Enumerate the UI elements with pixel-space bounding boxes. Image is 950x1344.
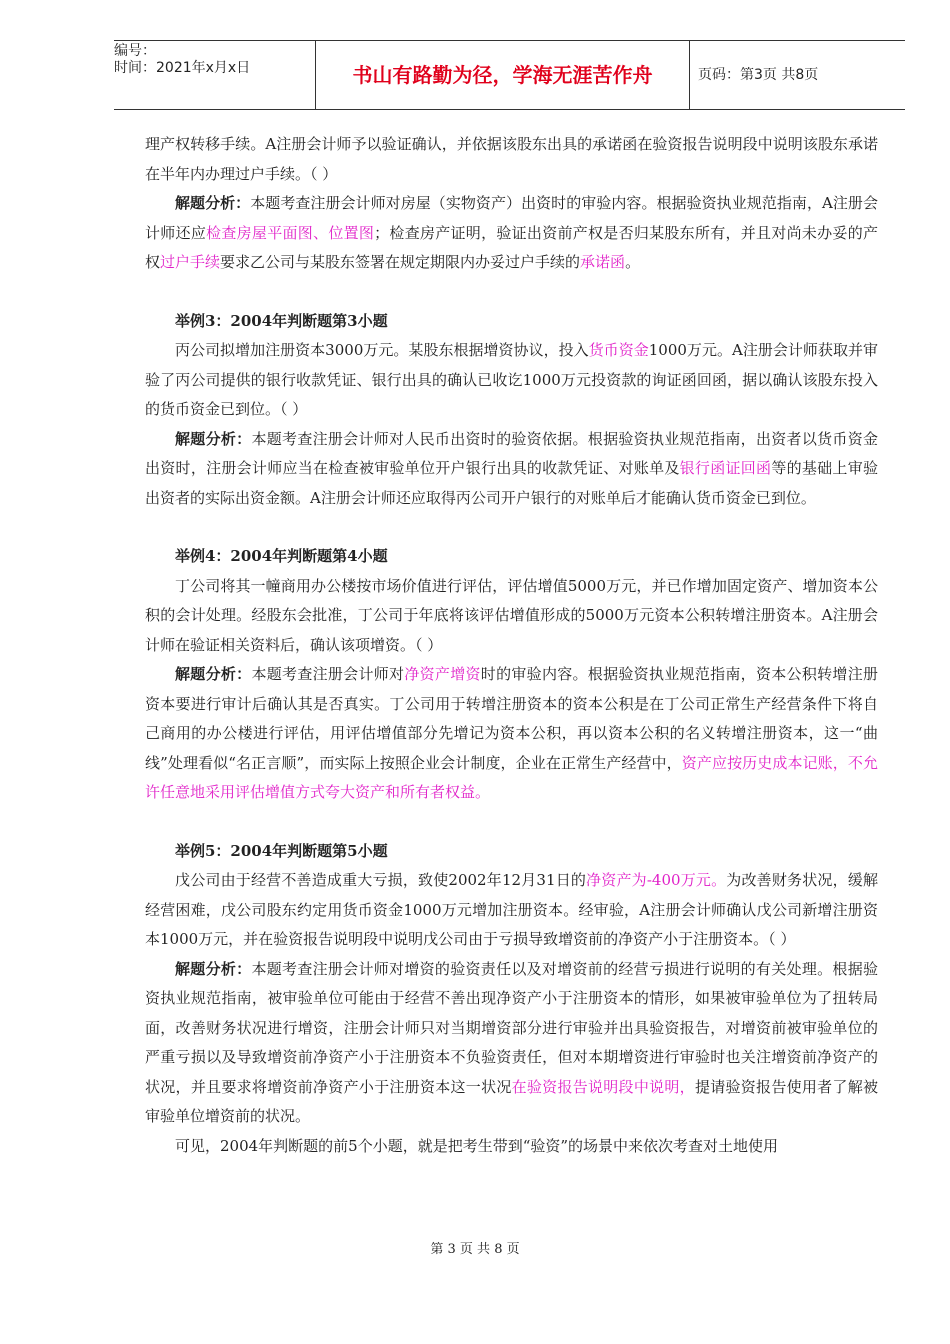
paragraph-continued: [145, 130, 878, 189]
example-4-heading: 举例4：2004年判断题第4小题: [175, 547, 388, 565]
example-5-analysis: [145, 955, 878, 1132]
text-span: 时的审验内容。根据验资执业规范指南，资本公积转增注册资本要进行审计后确认其是否真实。丁公司用于转增注册资本的资本公积是在丁公司正常生产经营条件下将自己商用的办公楼进行评估，用评估增值部分先增记为资本公积，再以资本公积的名义转增注册资本，这一“曲线”处理看似“名正言顺”，而实际上按照企业会计制度，企业在正常生产经营中，: [145, 665, 878, 772]
analysis-paragraph-2: [145, 189, 878, 278]
code-label: 编号：: [114, 43, 156, 59]
example-4-analysis: [145, 660, 878, 808]
text-span: 提请验资报告使用者了解被审验单位增资前的状况。: [145, 1077, 878, 1125]
text-span: 本题考查注册会计师对: [251, 665, 405, 683]
text-span: 为改善财务状况，缓解经营困难，戊公司股东约定用货币资金1000万元增加注册资本。经审验，A注册会计师确认戊公司新增注册资本1000万元，并在验资报告说明段中说明戊公司由于亏损导致增资前的净资产小于注册资本。（ ）: [145, 871, 878, 948]
page-footer: 第 3 页 共 8 页: [430, 1242, 520, 1257]
highlight-link[interactable]: 检查房屋平面图、位置图: [206, 223, 375, 242]
highlight-link[interactable]: 银行函证回函: [679, 459, 772, 477]
header-meta: [114, 41, 314, 109]
text-span: 本题考查注册会计师对房屋（实物资产）出资时的审验内容。根据验资执业规范指南，A注册会计师还应: [145, 194, 878, 242]
highlight-link[interactable]: 过户手续: [160, 253, 221, 271]
highlight-link[interactable]: 资产应按历史成本记账，不允许任意地采用评估增值方式夸大资产和所有者权益。: [145, 753, 878, 801]
analysis-label: 解题分析：: [175, 959, 252, 978]
analysis-label: 解题分析：: [175, 665, 252, 683]
highlight-link[interactable]: 在验资报告说明段中说明，: [511, 1077, 695, 1096]
highlight-link[interactable]: 货币资金: [588, 341, 649, 359]
header-page-label: 页码：第3页 共8页: [698, 67, 819, 83]
highlight-link[interactable]: 承诺函: [580, 253, 626, 271]
closing-paragraph: 可见，2004年判断题的前5个小题，就是把考生带到“验资”的场景中来依次考查对土地使用: [175, 1136, 779, 1155]
example-4-question: 丁公司将其一幢商用办公楼按市场价值进行评估，评估增值5000万元，并已作增加固定资产、增加资本公积的会计处理。经股东会批准，丁公司于年底将该评估增值形成的5000万元资本公积转增注册资本。A注册会计师在验证相关资料后，确认该项增资。（ ）: [145, 576, 878, 654]
text-span: 理产权转移手续。A注册会计师予以验证确认，并依据该股东出具的承诺函在验资报告说明段中说明该股东承诺在半年内办理过户手续。（ ）: [145, 135, 878, 183]
text-span: 1000万元。A注册会计师获取并审验了丙公司提供的银行收款凭证、银行出具的确认已收讫1000万元投资款的询证函回函，据以确认该股东投入的货币资金已到位。（ ）: [145, 341, 878, 418]
text-span: ；检查房产证明，验证出资前产权是否归某股东所有，并且对尚未办妥的产权: [145, 223, 878, 271]
example-3-analysis: [145, 425, 878, 514]
page-header: [114, 40, 905, 110]
text-span: 丙公司拟增加注册资本3000万元。某股东根据增资协议，投入: [175, 341, 589, 359]
example-3-question: [145, 336, 878, 425]
document-body: [145, 130, 878, 1161]
time-label: 时间：2021年x月x日: [114, 60, 251, 76]
example-3-heading: 举例3：2004年判断题第3小题: [175, 311, 388, 330]
text-span: 要求乙公司与某股东签署在规定期限内办妥过户手续的: [220, 253, 581, 271]
header-motto: 书山有路勤为径，学海无涯苦作舟: [315, 41, 690, 109]
analysis-label: 解题分析：: [175, 194, 251, 212]
text-span: 。: [625, 253, 641, 271]
text-span: 等的基础上审验出资者的实际出资金额。A注册会计师还应取得丙公司开户银行的对账单后才能确认货币资金已到位。: [145, 459, 878, 507]
text-span: 本题考查注册会计师对增资的验资责任以及对增资前的经营亏损进行说明的有关处理。根据验资执业规范指南，被审验单位可能由于经营不善出现净资产小于注册资本的情形，如果被审验单位为了扭转局面，改善财务状况进行增资，注册会计师只对当期增资部分进行审验并出具验资报告，对增资前被审验单位的严重亏损以及导致增资前净资产小于注册资本不负验资责任，但对本期增资进行审验时也关注增资前净资产的状况，并且要求将增资前净资产小于注册资本这一状况: [145, 959, 878, 1096]
text-span: 戊公司由于经营不善造成重大亏损，致使2002年12月31日的: [175, 871, 587, 889]
analysis-label: 解题分析：: [175, 429, 252, 448]
highlight-link[interactable]: 净资产为-400万元。: [586, 871, 727, 889]
example-5-heading: 举例5：2004年判断题第5小题: [175, 841, 388, 860]
text-span: 本题考查注册会计师对人民币出资时的验资依据。根据验资执业规范指南，出资者以货币资金出资时，注册会计师应当在检查被审验单位开户银行出具的收款凭证、对账单及: [145, 429, 878, 477]
highlight-link[interactable]: 净资产增资: [404, 665, 481, 683]
example-5-question: [145, 866, 878, 955]
